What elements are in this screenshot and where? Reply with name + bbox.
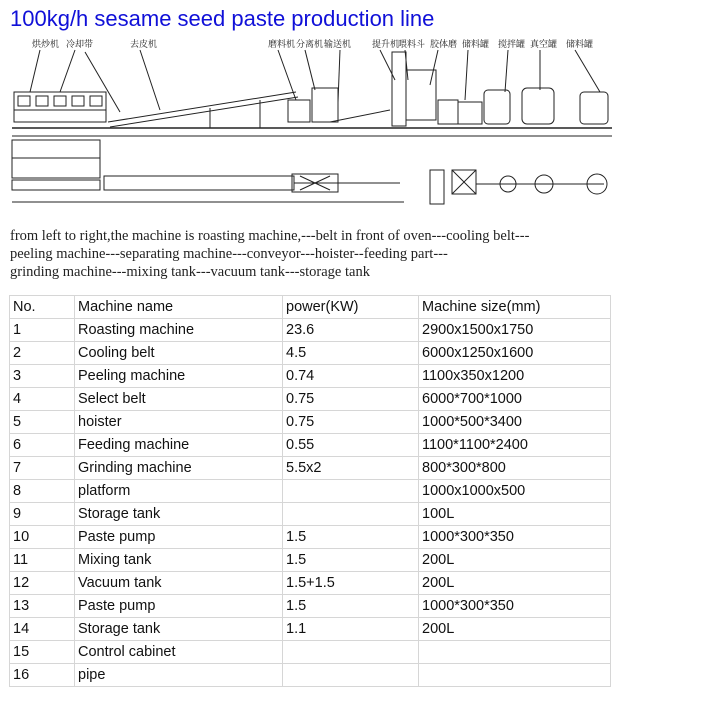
header-machine-size: Machine size(mm)	[419, 296, 611, 319]
cell-machine-size	[419, 664, 611, 687]
cell-machine-size: 6000x1250x1600	[419, 342, 611, 365]
description-line: peeling machine---separating machine---conveyor---hoister--feeding part---	[10, 246, 448, 262]
cell-power: 1.5+1.5	[283, 572, 419, 595]
machine-spec-table	[9, 295, 611, 687]
header-no: No.	[10, 296, 75, 319]
cell-machine-name: Cooling belt	[75, 342, 283, 365]
drawing-label: 分离机	[296, 40, 324, 50]
drawing-label: 搅拌罐	[498, 40, 526, 50]
cell-machine-size	[419, 641, 611, 664]
cell-power: 4.5	[283, 342, 419, 365]
table-row	[10, 549, 611, 572]
table-row	[10, 526, 611, 549]
cell-no: 16	[10, 664, 75, 687]
description-line: grinding machine---mixing tank---vacuum tank---storage tank	[10, 264, 370, 280]
cell-no: 15	[10, 641, 75, 664]
cell-power: 23.6	[283, 319, 419, 342]
cell-machine-name: Mixing tank	[75, 549, 283, 572]
table-row	[10, 319, 611, 342]
cell-power	[283, 641, 419, 664]
cell-power: 1.5	[283, 595, 419, 618]
table-row	[10, 365, 611, 388]
cell-power: 0.74	[283, 365, 419, 388]
header-machine-name: Machine name	[75, 296, 283, 319]
cell-machine-size: 1100*1100*2400	[419, 434, 611, 457]
cell-machine-name: Peeling machine	[75, 365, 283, 388]
cell-power: 0.55	[283, 434, 419, 457]
drawing-label: 磨料机	[268, 40, 296, 50]
cell-machine-name: Grinding machine	[75, 457, 283, 480]
table-header-row	[10, 296, 611, 319]
drawing-label: 储料罐	[462, 40, 490, 50]
drawing-label: 真空罐	[530, 40, 558, 50]
cell-no: 6	[10, 434, 75, 457]
drawing-label: 输送机	[324, 40, 352, 50]
cell-machine-size: 1000*500*3400	[419, 411, 611, 434]
page-title: 100kg/h sesame seed paste production line	[10, 6, 435, 31]
cell-machine-size: 200L	[419, 549, 611, 572]
cell-machine-size: 2900x1500x1750	[419, 319, 611, 342]
cell-machine-name: Storage tank	[75, 618, 283, 641]
cell-machine-size: 1100x350x1200	[419, 365, 611, 388]
table-row	[10, 388, 611, 411]
cell-machine-name: Control cabinet	[75, 641, 283, 664]
table-row	[10, 641, 611, 664]
table-row	[10, 480, 611, 503]
cell-no: 10	[10, 526, 75, 549]
cell-machine-name: pipe	[75, 664, 283, 687]
table-row	[10, 457, 611, 480]
table-row	[10, 664, 611, 687]
cell-no: 7	[10, 457, 75, 480]
cell-no: 5	[10, 411, 75, 434]
machine-order-description	[10, 227, 710, 281]
production-line-drawing	[0, 30, 717, 215]
cell-machine-size: 6000*700*1000	[419, 388, 611, 411]
cell-machine-size: 1000x1000x500	[419, 480, 611, 503]
table-row	[10, 572, 611, 595]
cell-power: 1.5	[283, 526, 419, 549]
cell-no: 1	[10, 319, 75, 342]
drawing-label: 去皮机	[130, 40, 158, 50]
cell-no: 12	[10, 572, 75, 595]
cell-power	[283, 480, 419, 503]
description-line: from left to right,the machine is roasting machine,---belt in front of oven---cooling belt---	[10, 228, 530, 244]
cell-machine-name: Roasting machine	[75, 319, 283, 342]
cell-power	[283, 664, 419, 687]
drawing-label: 烘炒机	[32, 40, 60, 50]
cell-no: 13	[10, 595, 75, 618]
cell-power	[283, 503, 419, 526]
cell-machine-name: Storage tank	[75, 503, 283, 526]
table-row	[10, 503, 611, 526]
cell-no: 8	[10, 480, 75, 503]
drawing-label: 储料罐	[566, 40, 594, 50]
cell-power: 0.75	[283, 388, 419, 411]
table-row	[10, 434, 611, 457]
cell-machine-name: Feeding machine	[75, 434, 283, 457]
cell-no: 9	[10, 503, 75, 526]
cell-machine-name: hoister	[75, 411, 283, 434]
cell-machine-name: Vacuum tank	[75, 572, 283, 595]
cell-machine-size: 800*300*800	[419, 457, 611, 480]
cell-power: 1.5	[283, 549, 419, 572]
cell-machine-name: Select belt	[75, 388, 283, 411]
cell-machine-size: 200L	[419, 572, 611, 595]
cell-machine-name: Paste pump	[75, 595, 283, 618]
drawing-label: 胶体磨	[430, 40, 458, 50]
cell-no: 14	[10, 618, 75, 641]
table-row	[10, 411, 611, 434]
cell-no: 11	[10, 549, 75, 572]
table-row	[10, 342, 611, 365]
header-power: power(KW)	[283, 296, 419, 319]
drawing-label: 冷却带	[66, 40, 94, 50]
cell-no: 2	[10, 342, 75, 365]
cell-power: 0.75	[283, 411, 419, 434]
cell-machine-name: platform	[75, 480, 283, 503]
cell-machine-name: Paste pump	[75, 526, 283, 549]
cell-power: 5.5x2	[283, 457, 419, 480]
table-row	[10, 595, 611, 618]
table-row	[10, 618, 611, 641]
cell-no: 3	[10, 365, 75, 388]
drawing-label: 喂料斗	[398, 40, 426, 50]
cell-no: 4	[10, 388, 75, 411]
cell-machine-size: 200L	[419, 618, 611, 641]
cell-machine-size: 1000*300*350	[419, 595, 611, 618]
cell-machine-size: 1000*300*350	[419, 526, 611, 549]
drawing-label: 提升机	[372, 40, 400, 50]
cell-machine-size: 100L	[419, 503, 611, 526]
cell-power: 1.1	[283, 618, 419, 641]
